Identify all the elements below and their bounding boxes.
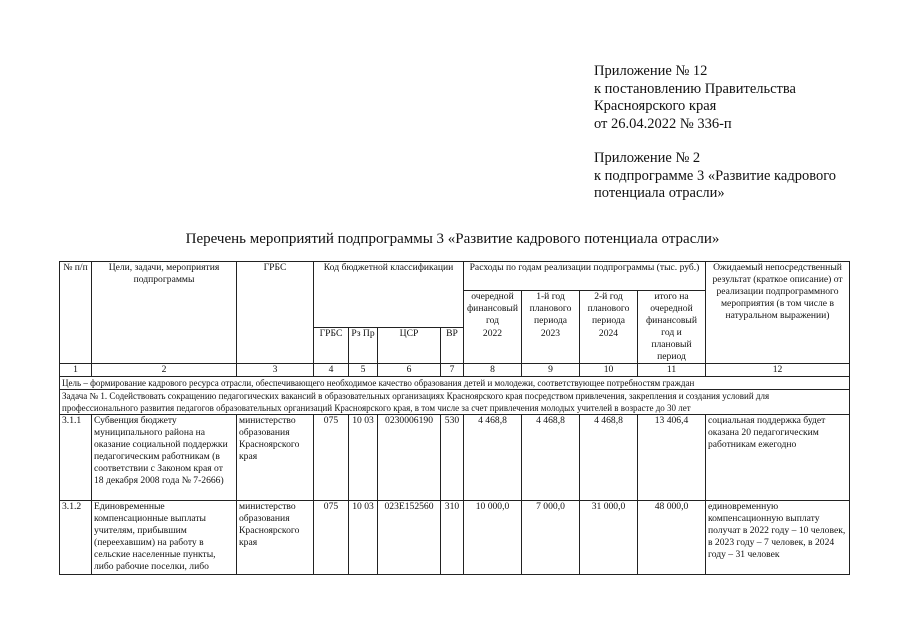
task-text: Задача № 1. Содействовать сокращению педагогических вакансий в образовательных организациях Красноярского края посредством привлечения, закрепления и создания условий для профессионального развития педагогов образовательных организаций Красноярского края, в том числе за счет привлечения молодых учителей в возрасте до 30 лет [60, 390, 850, 415]
head-p2-label: 2-й год планового периода [580, 291, 638, 328]
task-row [60, 390, 850, 415]
row-result: единовременную компенсационную выплату получат в 2022 году – 10 человек, в 2023 году – 7 человек, в 2024 году – 31 человек [706, 501, 850, 575]
head-num: № п/п [60, 262, 92, 364]
head-grbs: ГРБС [237, 262, 314, 364]
appendix-12-header [594, 63, 796, 133]
col-num: 2 [92, 364, 237, 377]
appendix-12-line2: к постановлению Правительства [594, 80, 796, 97]
head-p2-year: 2024 [580, 328, 638, 364]
col-num: 11 [638, 364, 706, 377]
table-row [60, 501, 850, 575]
row-2023: 7 000,0 [522, 501, 580, 575]
row-grbs-name: министерство образования Красноярского края [237, 501, 314, 575]
measures-table [59, 261, 850, 575]
col-num: 12 [706, 364, 850, 377]
goal-text: Цель – формирование кадрового ресурса отрасли, обеспечивающего необходимое качество образования детей и молодежи, соответствующее потребностям граждан [60, 377, 850, 390]
row-2023: 4 468,8 [522, 415, 580, 501]
column-numbers-row [60, 364, 850, 377]
row-csr: 023Е152560 [378, 501, 441, 575]
head-code-grbs: ГРБС [314, 328, 349, 364]
row-vr: 530 [441, 415, 464, 501]
head-code-rzpr: Рз Пр [349, 328, 378, 364]
head-goals: Цели, задачи, мероприятия подпрограммы [92, 262, 237, 364]
table-row [60, 415, 850, 501]
head-fy-year: 2022 [464, 328, 522, 364]
head-expenses: Расходы по годам реализации подпрограммы (тыс. руб.) [464, 262, 706, 291]
head-budget-code: Код бюджетной классификации [314, 262, 464, 291]
head-p1-year: 2023 [522, 328, 580, 364]
row-2024: 31 000,0 [580, 501, 638, 575]
row-2022: 10 000,0 [464, 501, 522, 575]
appendix-2-line2: к подпрограмме 3 «Развитие кадрового [594, 167, 837, 184]
row-2024: 4 468,8 [580, 415, 638, 501]
head-code-csr: ЦСР [378, 328, 441, 364]
appendix-12-line4: от 26.04.2022 № 336-п [594, 115, 732, 132]
row-name: Единовременные компенсационные выплаты учителям, прибывшим (переехавшим) на работу в сельские населенные пункты, либо рабочие поселки, либо [92, 501, 237, 575]
col-num: 5 [349, 364, 378, 377]
row-total: 48 000,0 [638, 501, 706, 575]
row-total: 13 406,4 [638, 415, 706, 501]
row-num: 3.1.2 [60, 501, 92, 575]
head-budget-code-spacer [314, 291, 464, 328]
col-num: 4 [314, 364, 349, 377]
row-grbs: 075 [314, 415, 349, 501]
appendix-12-line1: Приложение № 12 [594, 63, 708, 79]
appendix-12-line3: Красноярского края [594, 98, 717, 114]
col-num: 8 [464, 364, 522, 377]
row-2022: 4 468,8 [464, 415, 522, 501]
col-num: 10 [580, 364, 638, 377]
head-p1-label: 1-й год планового периода [522, 291, 580, 328]
head-code-vr: ВР [441, 328, 464, 364]
col-num: 9 [522, 364, 580, 377]
appendix-2-header [594, 150, 836, 203]
head-fy-label: очередной финансовый год [464, 291, 522, 328]
appendix-2-line1: Приложение № 2 [594, 150, 701, 166]
row-num: 3.1.1 [60, 415, 92, 501]
col-num: 3 [237, 364, 314, 377]
row-csr: 0230006190 [378, 415, 441, 501]
row-grbs-name: министерство образования Красноярского края [237, 415, 314, 501]
row-name: Субвенция бюджету муниципального района на оказание социальной поддержки педагогическим работникам (в соответствии с Законом края от 18 декабря 2008 года № 7-2666) [92, 415, 237, 501]
goal-row [60, 377, 850, 390]
col-num: 6 [378, 364, 441, 377]
row-result: социальная поддержка будет оказана 20 педагогическим работникам ежегодно [706, 415, 850, 501]
appendix-2-line3: потенциала отрасли» [594, 185, 725, 201]
row-vr: 310 [441, 501, 464, 575]
col-num: 1 [60, 364, 92, 377]
head-total-label: итого на очередной финансовый год и плановый период [638, 291, 706, 364]
row-rzpr: 10 03 [349, 501, 378, 575]
col-num: 7 [441, 364, 464, 377]
head-result: Ожидаемый непосредственный результат (краткое описание) от реализации подпрограммного мероприятия (в том числе в натуральном выражении) [706, 262, 850, 364]
table-head-row-1 [60, 262, 850, 291]
row-grbs: 075 [314, 501, 349, 575]
row-rzpr: 10 03 [349, 415, 378, 501]
document-title: Перечень мероприятий подпрограммы 3 «Развитие кадрового потенциала отрасли» [185, 231, 720, 247]
